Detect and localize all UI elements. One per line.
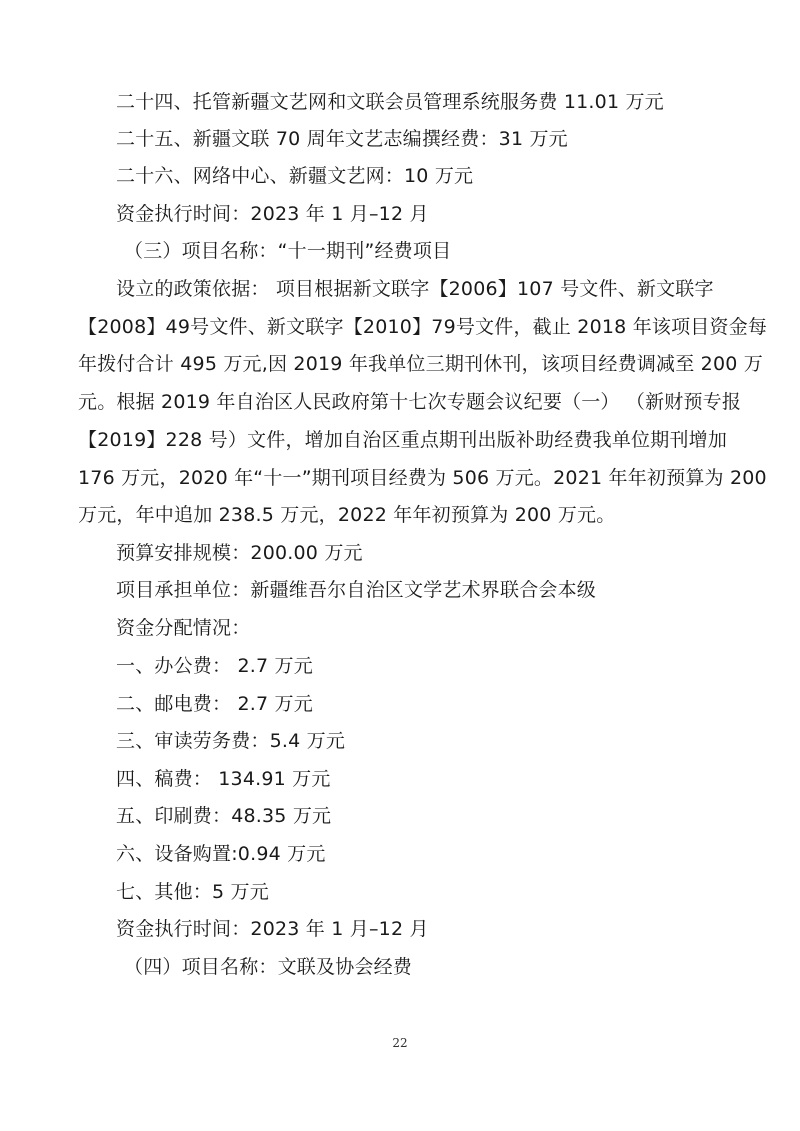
- allocation-item-review: 三、审读劳务费：5.4 万元: [116, 730, 346, 752]
- allocation-item-equipment: 六、设备购置:0.94 万元: [116, 843, 326, 865]
- policy-basis-line-1: 设立的政策依据： 项目根据新文联字【2006】107 号文件、新文联字: [116, 278, 714, 300]
- policy-basis-line-7: 万元，年中追加 238.5 万元，2022 年年初预算为 200 万元。: [78, 504, 616, 526]
- section-4-heading: （四）项目名称：文联及协会经费: [124, 956, 413, 978]
- policy-basis-line-2: 【2008】49号文件、新文联字【2010】79号文件，截止 2018 年该项目资金每: [78, 316, 768, 338]
- budget-scale-text: 预算安排规模：200.00 万元: [116, 542, 363, 564]
- fund-allocation-heading: 资金分配情况：: [116, 617, 251, 639]
- allocation-item-other: 七、其他：5 万元: [116, 881, 269, 903]
- item-25-text: 二十五、新疆文联 70 周年文艺志编撰经费：31 万元: [116, 128, 568, 150]
- item-24-text: 二十四、托管新疆文艺网和文联会员管理系统服务费 11.01 万元: [116, 91, 664, 113]
- responsible-unit-text: 项目承担单位：新疆维吾尔自治区文学艺术界联合会本级: [116, 579, 597, 601]
- allocation-item-postal: 二、邮电费： 2.7 万元: [116, 693, 313, 715]
- allocation-item-printing: 五、印刷费：48.35 万元: [116, 805, 332, 827]
- execution-time-text-2: 资金执行时间：2023 年 1 月–12 月: [116, 918, 429, 940]
- allocation-item-office: 一、办公费： 2.7 万元: [116, 655, 313, 677]
- policy-basis-line-4: 元。根据 2019 年自治区人民政府第十七次专题会议纪要（一） （新财预专报: [78, 391, 742, 413]
- section-3-heading: （三）项目名称：“十一期刊”经费项目: [124, 240, 452, 262]
- policy-basis-line-5: 【2019】228 号）文件，增加自治区重点期刊出版补助经费我单位期刊增加: [78, 429, 728, 451]
- allocation-item-manuscript: 四、稿费： 134.91 万元: [116, 768, 331, 790]
- item-26-text: 二十六、网络中心、新疆文艺网：10 万元: [116, 165, 474, 187]
- execution-time-text: 资金执行时间：2023 年 1 月–12 月: [116, 203, 429, 225]
- policy-basis-line-6: 176 万元，2020 年“十一”期刊项目经费为 506 万元。2021 年年初预算为 200: [78, 467, 767, 489]
- page-number: 22: [392, 1036, 408, 1050]
- policy-basis-line-3: 年拨付合计 495 万元,因 2019 年我单位三期刊休刊，该项目经费调减至 200 万: [78, 353, 763, 375]
